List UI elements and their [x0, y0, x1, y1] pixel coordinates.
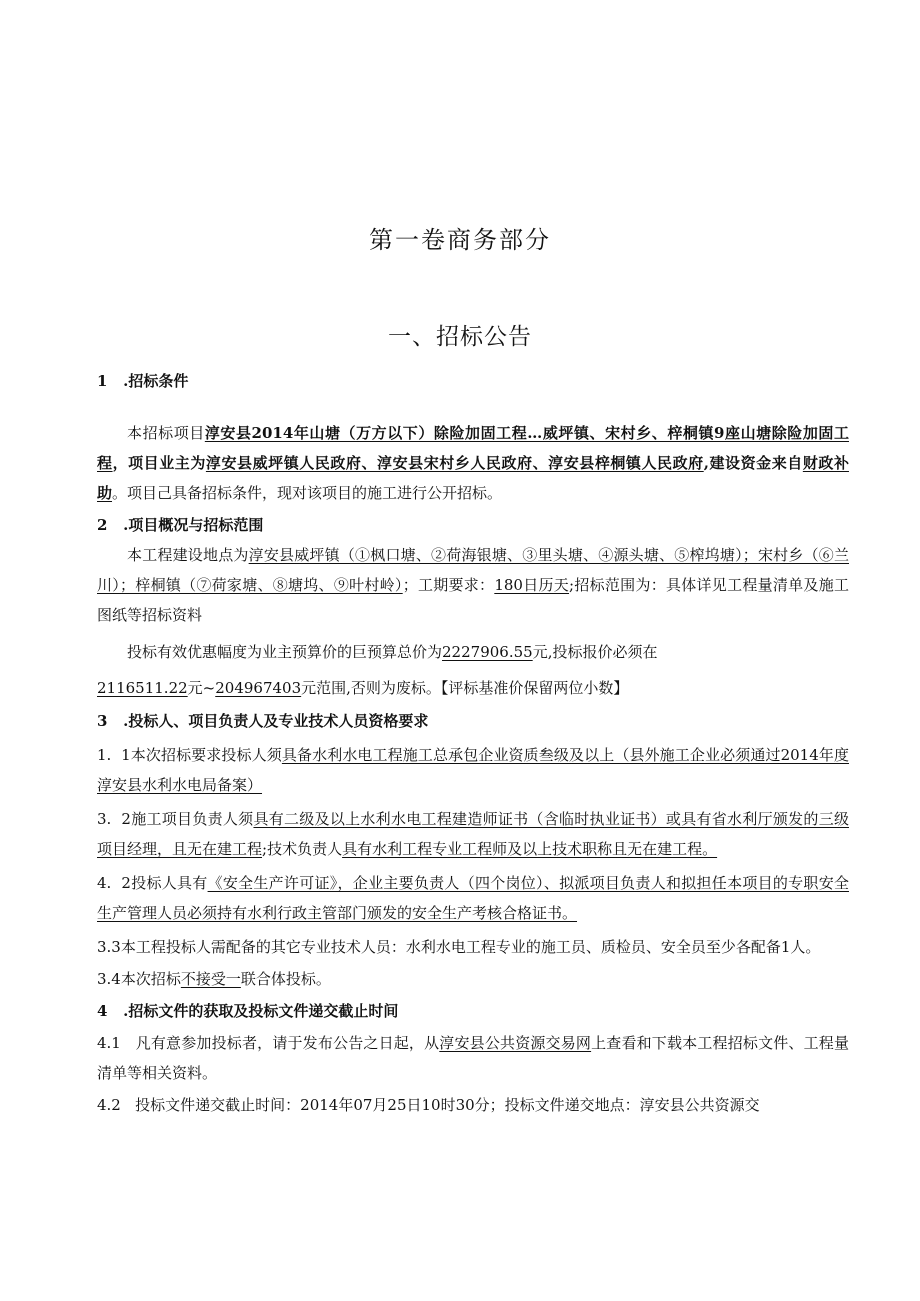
- project-name: 淳安县2014年山塘（万方以下）除险加固工程…威坪镇、宋村乡、梓桐镇9座山塘除险加固工程: [97, 424, 849, 472]
- trade-website: 淳安县公共资源交易网: [439, 1034, 592, 1052]
- qualification-item-4: 3.3本工程投标人需配备的其它专业技术人员：水利水电工程专业的施工员、质检员、安全员至少各配备1人。: [97, 938, 821, 956]
- announcement-body: [97, 366, 849, 1120]
- section-2-location: [97, 540, 849, 630]
- section-4-heading: 4 .招标文件的获取及投标文件递交截止时间: [97, 1002, 399, 1020]
- item-1-req: 具备水利水电工程施工总承包企业资质叁级及以上（县外施工企业必须通过2014年度淳安县水利水电局备案）: [97, 746, 849, 794]
- item-3-lead: 投标人具有: [130, 874, 208, 892]
- section-2-heading: 2 .项目概况与招标范围: [97, 516, 264, 534]
- s2-p1-tail: ;招标范围为：具体详见工程量清单及施工图纸等招标资料: [97, 576, 849, 624]
- section-2-budget: [97, 634, 849, 670]
- section-2-range: [97, 670, 849, 706]
- budget-total: 2227906.55: [442, 643, 533, 661]
- construction-location: 淳安县威坪镇（①枫口塘、②荷海银塘、③里头塘、④源头塘、⑤榨坞塘）；宋村乡（⑥兰川）；梓桐镇（⑦荷家塘、⑧塘坞、⑨叶村岭）: [97, 546, 849, 594]
- item-1-num: 1. 1: [97, 746, 131, 764]
- submission-deadline-item: 4.2 投标文件递交截止时间：2014年07月25日10时30分；投标文件递交地点：淳安县公共资源交: [97, 1096, 760, 1114]
- s2-p2-mid: 元,投标报价必须在: [532, 643, 658, 661]
- section-1-heading: 1 .招标条件: [97, 372, 189, 390]
- qualification-item-2: [97, 804, 849, 864]
- s2-p2-lead: 投标有效优惠幅度为业主预算价的巨预算总价为: [127, 643, 443, 661]
- qualification-item-5: [97, 964, 849, 994]
- qualification-item-1: [97, 740, 849, 800]
- volume-title: 第一卷商务部分: [369, 226, 551, 254]
- item-1-lead: 本次招标要求投标人须: [130, 746, 282, 764]
- section-3-heading: 3 .投标人、项目负责人及专业技术人员资格要求: [97, 712, 429, 730]
- s2-p1-mid: ；工期要求：: [402, 576, 495, 594]
- qualification-item-3: [97, 868, 849, 928]
- s4-i1-tail: 上查看和下载本工程招标文件、工程量清单等相关资料。: [97, 1034, 849, 1082]
- item-3-req: 《安全生产许可证》，企业主要负责人（四个岗位）、拟派项目负责人和拟担任本项目的专职安全生产管理人员必须持有水利行政主管部门颁发的安全生产考核合格证书。: [97, 874, 849, 922]
- s4-i1-lead: 4.1 凡有意参加投标者，请于发布公告之日起，从: [97, 1034, 440, 1052]
- item-2-req2: 具有水利工程专业工程师及以上技术职称且无在建工程。: [342, 840, 718, 858]
- item-3-num: 4. 2: [97, 874, 131, 892]
- price-low: 2116511.22: [97, 679, 188, 697]
- item-5-lead: 3.4本次招标: [97, 970, 181, 988]
- s1-mid2: ,建设资金来自: [703, 454, 803, 472]
- item-2-mid: ;技术负责人: [262, 840, 343, 858]
- fund-source: 财政补助: [97, 454, 849, 502]
- section-1-paragraph: [97, 418, 849, 508]
- price-high: 204967403: [215, 679, 302, 697]
- document-obtain-item: [97, 1028, 849, 1088]
- s2-p3-tail: 元范围,否则为废标。【评标基准价保留两位小数】: [301, 679, 629, 697]
- item-2-lead: 施工项目负责人须: [130, 810, 254, 828]
- s2-p1-lead: 本工程建设地点为: [127, 546, 249, 564]
- item-2-req: 具有二级及以上水利水电工程建造师证书（含临时执业证书）或具有省水利厅颁发的三级项目经理，且无在建工程: [97, 810, 849, 858]
- item-5-u: 不接受一: [180, 970, 241, 988]
- construction-period: 180日历天: [494, 576, 570, 594]
- s2-p3-mid: 元~: [187, 679, 216, 697]
- project-owner: 淳安县威坪镇人民政府、淳安县宋村乡人民政府、淳安县梓桐镇人民政府: [205, 454, 704, 472]
- item-2-num: 3. 2: [97, 810, 131, 828]
- s1-tail: 。项目己具备招标条件，现对该项目的施工进行公开招标。: [112, 484, 503, 502]
- s1-mid: ，项目业主为: [112, 454, 206, 472]
- s1-lead: 本招标项目: [127, 424, 205, 442]
- item-5-tail: 联合体投标。: [240, 970, 331, 988]
- section-title: 一、招标公告: [388, 324, 532, 350]
